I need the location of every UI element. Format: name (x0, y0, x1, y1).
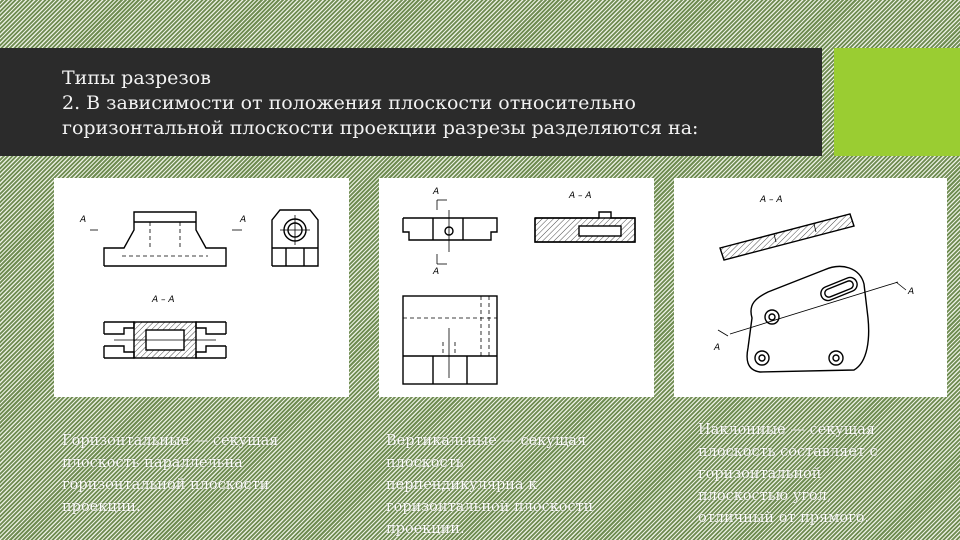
caption-line: Наклонные — секущая (698, 422, 876, 438)
cut-mark-right (896, 282, 906, 290)
caption-line: проекции. (386, 521, 465, 537)
section-label: A – A (760, 195, 783, 205)
caption-line: Вертикальные — секущая (386, 433, 587, 449)
caption-line: отличный от прямого. (698, 510, 870, 526)
caption-line: плоскостью угол, (698, 488, 832, 504)
horizontal-section-svg (54, 178, 349, 397)
label-a-right: A (240, 215, 247, 225)
plate-hole (765, 310, 779, 324)
slide-title (62, 66, 812, 141)
caption-inclined (698, 419, 948, 529)
caption-line: горизонтальной плоскости (62, 477, 270, 493)
vertical-section-drawing (379, 178, 654, 397)
label-a-left: A (80, 215, 87, 225)
section-outline (104, 346, 134, 358)
label-a-left: A (714, 343, 721, 353)
plate-hole (829, 351, 843, 365)
inclined-section-drawing (674, 178, 947, 397)
front-view-outline (104, 212, 226, 266)
label-a-top: A (433, 187, 440, 197)
plate-hole-inner (769, 314, 775, 320)
label-a-bottom: A (433, 267, 440, 277)
section-outline (196, 346, 226, 358)
section-outline (196, 322, 226, 334)
plate-hole-inner (759, 355, 765, 361)
caption-vertical (386, 430, 661, 540)
front-view-outline (403, 296, 497, 384)
section-bore (579, 226, 621, 236)
caption-line: перпендикулярна к (386, 477, 538, 493)
slide-title-line-2: 2. В зависимости от положения плоскости относительно (62, 92, 636, 114)
accent-block (834, 48, 960, 156)
caption-line: проекции. (62, 499, 141, 515)
caption-line: горизонтальной (698, 466, 822, 482)
inclined-section-svg (674, 178, 947, 397)
plate-hole (755, 351, 769, 365)
caption-horizontal (62, 430, 352, 518)
section-label: A – A (152, 295, 175, 305)
plate-hole-inner (833, 355, 839, 361)
caption-line: плоскость параллельна (62, 455, 243, 471)
slide-title-line-3: горизонтальной плоскости проекции разрезы разделяются на: (62, 117, 699, 139)
vertical-section-svg (379, 178, 654, 397)
horizontal-section-drawing (54, 178, 349, 397)
caption-line: плоскость составляет с (698, 444, 878, 460)
label-a-right: A (908, 287, 915, 297)
plate-slot-inner (824, 280, 855, 299)
cutting-plane-line (730, 282, 898, 334)
caption-line: Горизонтальные — секущая (62, 433, 279, 449)
section-label: A – A (569, 191, 592, 201)
slide-title-line-1: Типы разрезов (62, 67, 211, 89)
cut-mark-left (718, 330, 728, 336)
plate-slot (819, 275, 859, 302)
section-strip (720, 214, 854, 260)
plan-view-outline (403, 218, 497, 240)
caption-line: плоскость (386, 455, 464, 471)
caption-line: горизонтальной плоскости (386, 499, 594, 515)
section-outline (104, 322, 134, 334)
